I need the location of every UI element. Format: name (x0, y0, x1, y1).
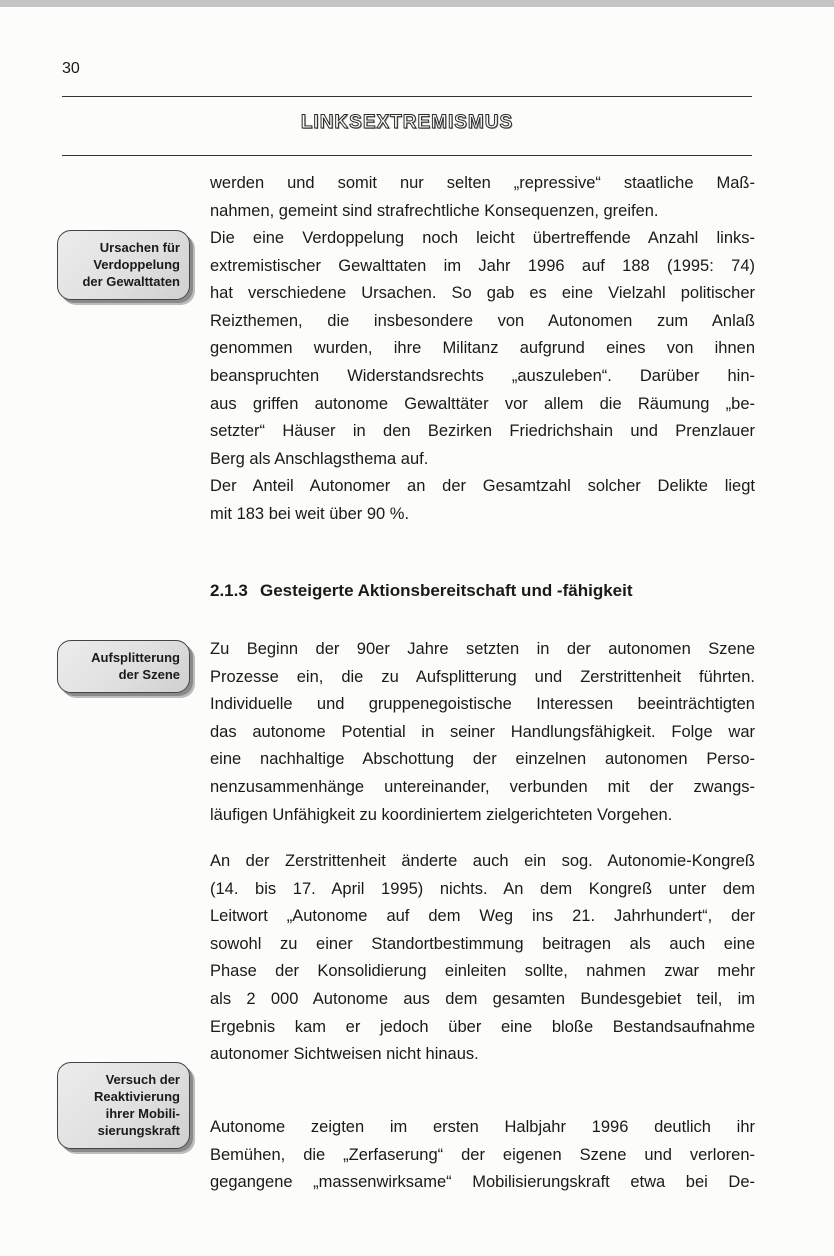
text-line: Autonome zeigten im ersten Halbjahr 1996 deutlich ihr (210, 1118, 755, 1136)
text-line: Der Anteil Autonomer an der Gesamtzahl solcher Delikte liegt (210, 477, 755, 495)
text-line: Bemühen, die „Zerfaserung“ der eigenen Szene und verloren- (210, 1145, 755, 1164)
paragraph-autonomous-share (210, 473, 755, 528)
text-line: als 2 000 Autonome aus dem gesamten Bundesgebiet teil, im (210, 989, 755, 1008)
text-line: nenzusammenhänge untereinander, verbunden mit der zwangs- (210, 777, 755, 796)
text-line: läufigen Unfähigkeit zu koordiniertem zielgerichteten Vorgehen. (210, 805, 673, 824)
text-line: nahmen, gemeint sind strafrechtliche Konsequenzen, greifen. (210, 201, 659, 220)
text-line: sowohl zu einer Standortbestimmung beitragen als auch eine (210, 934, 755, 953)
text-line: aus griffen autonome Gewalttäter vor allem die Räumung „be- (210, 394, 755, 413)
page-top-edge (0, 0, 834, 7)
section-title: Gesteigerte Aktionsbereitschaft und -fähigkeit (260, 581, 633, 600)
margin-note-line: der Szene (118, 667, 180, 682)
text-line: Prozesse ein, die zu Aufsplitterung und Zerstrittenheit führten. (210, 667, 755, 686)
text-line: Zu Beginn der 90er Jahre setzten in der autonomen Szene (210, 640, 755, 658)
section-number: 2.1.3 (210, 581, 248, 600)
text-line: setzter“ Häuser in den Bezirken Friedrichshain und Prenzlauer (210, 422, 755, 441)
text-line: werden und somit nur selten „repressive“ staatliche Maß- (210, 174, 755, 192)
margin-note-causes (57, 230, 190, 300)
text-line: beanspruchten Widerstandsrechts „auszuleben“. Darüber hin- (210, 366, 755, 385)
text-line: mit 183 bei weit über 90 %. (210, 504, 410, 523)
text-line: An der Zerstrittenheit änderte auch ein sog. Autonomie-Kongreß (210, 852, 755, 870)
text-line: hat verschiedene Ursachen. So gab es eine Vielzahl politischer (210, 284, 755, 303)
text-line: Leitwort „Autonome auf dem Weg ins 21. Jahrhundert“, der (210, 907, 755, 926)
text-line: Individuelle und gruppenegoistische Interessen beeinträchtigten (210, 695, 755, 714)
margin-note-line: Aufsplitterung (91, 650, 180, 665)
margin-note-line: Ursachen für (99, 240, 180, 255)
margin-note-line: sierungskraft (97, 1123, 180, 1138)
running-head: LINKSEXTREMISMUS (300, 112, 514, 133)
header-rule-top (62, 96, 752, 97)
margin-note-reactivation (57, 1062, 190, 1149)
text-line: extremistischer Gewalttaten im Jahr 1996 auf 188 (1995: 74) (210, 256, 755, 275)
paragraph-violence-causes (210, 225, 755, 473)
text-line: (14. bis 17. April 1995) nichts. An dem Kongreß unter dem (210, 879, 755, 898)
paragraph-reactivation (210, 1114, 755, 1197)
section-heading (210, 581, 633, 601)
text-line: Reizthemen, die insbesondere von Autonomen zum Anlaß (210, 311, 755, 330)
margin-note-line: Verdoppelung (93, 257, 180, 272)
text-line: Phase der Konsolidierung einleiten sollte, nahmen zwar mehr (210, 962, 755, 981)
text-line: autonomer Sichtweisen nicht hinaus. (210, 1045, 479, 1064)
margin-note-line: Versuch der (105, 1072, 180, 1087)
text-line: eine nachhaltige Abschottung der einzelnen autonomen Perso- (210, 750, 755, 769)
margin-note-line: der Gewalttaten (82, 274, 180, 289)
paragraph-fragmentation (210, 636, 755, 829)
page-number: 30 (62, 60, 80, 77)
text-line: genommen wurden, ihre Militanz aufgrund eines von ihnen (210, 339, 755, 358)
margin-note-fragmentation (57, 640, 190, 693)
margin-note-line: Reaktivierung (94, 1089, 180, 1104)
header-rule-bottom (62, 155, 752, 156)
paragraph-repressive-measures (210, 170, 755, 225)
text-line: gegangene „massenwirksame“ Mobilisierungskraft etwa bei De- (210, 1173, 755, 1192)
paragraph-congress (210, 848, 755, 1069)
text-line: Berg als Anschlagsthema auf. (210, 449, 429, 468)
text-line: das autonome Potential in seiner Handlungsfähigkeit. Folge war (210, 722, 755, 741)
margin-note-line: ihrer Mobili- (105, 1106, 180, 1121)
text-line: Die eine Verdoppelung noch leicht übertreffende Anzahl links- (210, 229, 755, 247)
text-line: Ergebnis kam er jedoch über eine bloße Bestandsaufnahme (210, 1017, 755, 1036)
